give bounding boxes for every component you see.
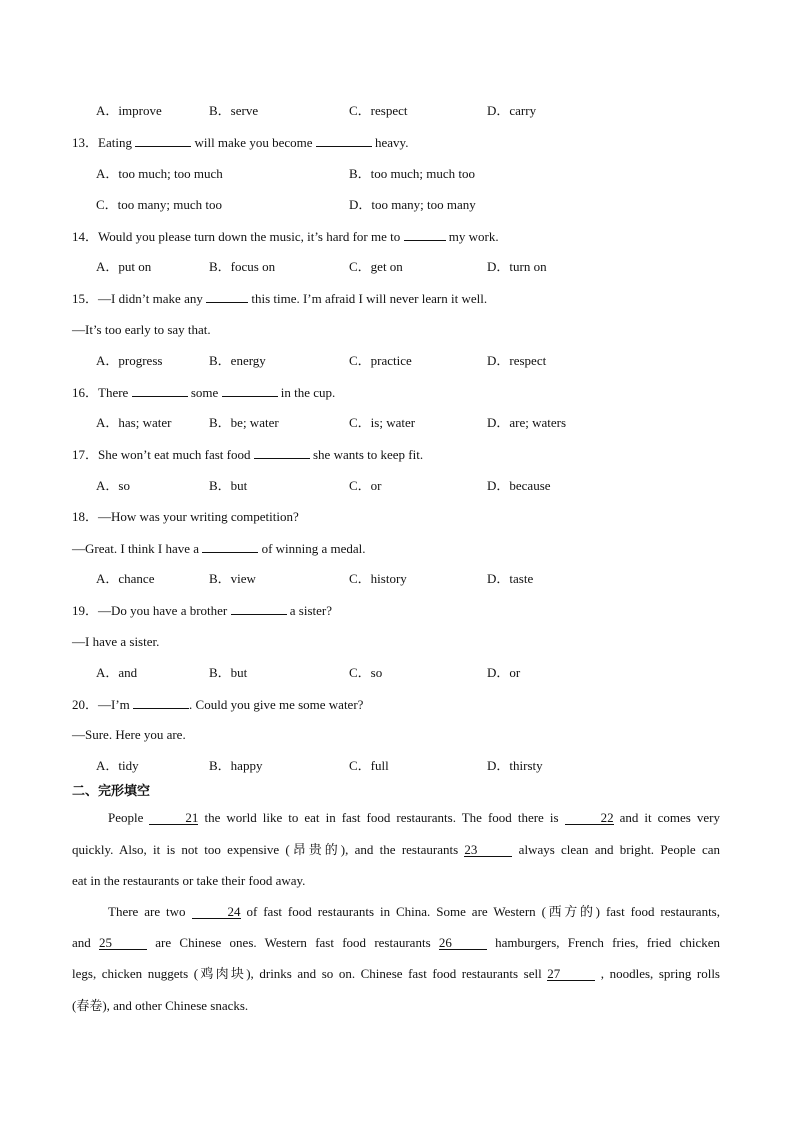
q17-text-1: She won’t eat much fast food bbox=[98, 447, 254, 462]
q17-blank-1[interactable] bbox=[254, 446, 310, 459]
q14-text-2: my work. bbox=[445, 229, 499, 244]
para1-text-2: the world like to eat in fast food restaurants. The food there is bbox=[198, 810, 565, 825]
q14-text-1: Would you please turn down the music, it’s hard for me to bbox=[98, 229, 404, 244]
q14-number: 14． bbox=[72, 229, 99, 244]
cloze-para1-line1 bbox=[72, 810, 720, 826]
para2-text-6: legs, chicken nuggets (鸡肉块), drinks and so on. Chinese fast food restaurants sell bbox=[72, 966, 548, 981]
q15-option-b[interactable]: B．energy bbox=[209, 353, 266, 368]
cloze-para2-line2 bbox=[72, 935, 720, 951]
q15-blank-1[interactable] bbox=[206, 290, 248, 303]
q13-option-d[interactable]: D．too many; too many bbox=[349, 197, 476, 212]
q12-option-d[interactable]: D．carry bbox=[487, 103, 537, 118]
para2-text-5: hamburgers, French fries, fried chicken bbox=[486, 935, 720, 950]
q17-text-2: she wants to keep fit. bbox=[309, 447, 424, 462]
cloze-blank-21[interactable]: 21 bbox=[149, 811, 198, 825]
para2-text-4: are Chinese ones. Western fast food restaurants bbox=[147, 935, 439, 950]
q19-option-a[interactable]: A．and bbox=[96, 665, 138, 680]
para2-text-3: and bbox=[72, 935, 100, 950]
cloze-para1-line2 bbox=[72, 842, 720, 858]
q19-option-c[interactable]: C．so bbox=[349, 665, 383, 680]
q16-text-3: in the cup. bbox=[277, 385, 336, 400]
q19-option-d[interactable]: D．or bbox=[487, 665, 521, 680]
q12-option-a[interactable]: A．improve bbox=[96, 103, 162, 118]
q16-stem bbox=[72, 384, 335, 401]
q14-option-a[interactable]: A．put on bbox=[96, 259, 152, 274]
q15-option-c[interactable]: C．practice bbox=[349, 353, 412, 368]
q20-option-d[interactable]: D．thirsty bbox=[487, 758, 543, 773]
q20-option-a[interactable]: A．tidy bbox=[96, 758, 139, 773]
q14-blank-1[interactable] bbox=[404, 228, 446, 241]
q13-text-2: will make you become bbox=[191, 135, 316, 150]
q15-option-d[interactable]: D．respect bbox=[487, 353, 547, 368]
q18-option-a[interactable]: A．chance bbox=[96, 571, 155, 586]
q13-blank-1[interactable] bbox=[135, 134, 191, 147]
q18-blank-1[interactable] bbox=[202, 540, 258, 553]
q12-option-b[interactable]: B．serve bbox=[209, 103, 259, 118]
q13-option-c[interactable]: C．too many; much too bbox=[96, 197, 223, 212]
q19-stem bbox=[72, 602, 332, 619]
q16-number: 16． bbox=[72, 385, 99, 400]
q16-blank-1[interactable] bbox=[132, 384, 188, 397]
q16-option-a[interactable]: A．has; water bbox=[96, 415, 172, 430]
q15-number: 15． bbox=[72, 291, 99, 306]
q20-blank-1[interactable] bbox=[133, 696, 189, 709]
q17-number: 17． bbox=[72, 447, 99, 462]
section-heading-cloze: 二、完形填空 bbox=[72, 783, 151, 798]
q20-option-b[interactable]: B．happy bbox=[209, 758, 263, 773]
q14-option-d[interactable]: D．turn on bbox=[487, 259, 547, 274]
q18-reply bbox=[72, 540, 366, 557]
q15-option-a[interactable]: A．progress bbox=[96, 353, 163, 368]
cloze-blank-25[interactable]: 25 bbox=[99, 936, 147, 950]
cloze-blank-27[interactable]: 27 bbox=[547, 967, 595, 981]
para1-text-1: People bbox=[108, 810, 150, 825]
q16-blank-2[interactable] bbox=[222, 384, 278, 397]
q13-blank-2[interactable] bbox=[316, 134, 372, 147]
q13-text-1: Eating bbox=[98, 135, 136, 150]
q17-option-c[interactable]: C．or bbox=[349, 478, 382, 493]
cloze-blank-22[interactable]: 22 bbox=[565, 811, 614, 825]
q19-blank-1[interactable] bbox=[231, 602, 287, 615]
q18-option-c[interactable]: C．history bbox=[349, 571, 407, 586]
q19-reply: —I have a sister. bbox=[72, 634, 160, 649]
q14-option-b[interactable]: B．focus on bbox=[209, 259, 276, 274]
cloze-para1-line3: eat in the restaurants or take their food away. bbox=[72, 873, 306, 888]
q18-reply-text-2: of winning a medal. bbox=[258, 541, 366, 556]
cloze-para2-line1 bbox=[72, 904, 720, 920]
q17-option-b[interactable]: B．but bbox=[209, 478, 248, 493]
q17-option-a[interactable]: A．so bbox=[96, 478, 130, 493]
q13-option-a[interactable]: A．too much; too much bbox=[96, 166, 223, 181]
cloze-blank-26[interactable]: 26 bbox=[439, 936, 487, 950]
q16-option-c[interactable]: C．is; water bbox=[349, 415, 416, 430]
cloze-blank-23[interactable]: 23 bbox=[464, 843, 512, 857]
q15-text-1: —I didn’t make any bbox=[98, 291, 207, 306]
q16-text-1: There bbox=[98, 385, 132, 400]
q13-text-3: heavy. bbox=[371, 135, 409, 150]
q18-option-b[interactable]: B．view bbox=[209, 571, 256, 586]
para2-text-1: There are two bbox=[108, 904, 192, 919]
para1-text-3: and it comes very bbox=[613, 810, 720, 825]
q17-option-d[interactable]: D．because bbox=[487, 478, 551, 493]
q20-stem bbox=[72, 696, 363, 713]
para2-text-7: , noodles, spring rolls bbox=[595, 966, 720, 981]
q15-text-2: this time. I’m afraid I will never learn it well. bbox=[248, 291, 488, 306]
q19-number: 19． bbox=[72, 603, 99, 618]
q16-option-b[interactable]: B．be; water bbox=[209, 415, 279, 430]
para2-text-2: of fast food restaurants in China. Some are Western (西方的) fast food restaurants, bbox=[240, 904, 720, 919]
q14-option-c[interactable]: C．get on bbox=[349, 259, 403, 274]
q20-reply: —Sure. Here you are. bbox=[72, 727, 186, 742]
q18-text-1: —How was your writing competition? bbox=[98, 509, 299, 524]
q17-stem bbox=[72, 446, 423, 463]
q20-text-1: —I’m bbox=[98, 697, 134, 712]
q18-stem bbox=[72, 509, 299, 525]
q15-stem bbox=[72, 290, 487, 307]
q20-option-c[interactable]: C．full bbox=[349, 758, 389, 773]
cloze-blank-24[interactable]: 24 bbox=[192, 905, 241, 919]
q13-stem bbox=[72, 134, 408, 151]
q18-option-d[interactable]: D．taste bbox=[487, 571, 534, 586]
q16-text-2: some bbox=[187, 385, 222, 400]
q19-option-b[interactable]: B．but bbox=[209, 665, 248, 680]
q15-reply: —It’s too early to say that. bbox=[72, 322, 211, 337]
q13-option-b[interactable]: B．too much; much too bbox=[349, 166, 476, 181]
q14-stem bbox=[72, 228, 499, 245]
para1-text-4: quickly. Also, it is not too expensive (昂贵的), and the restaurants bbox=[72, 842, 465, 857]
q20-number: 20． bbox=[72, 697, 99, 712]
q20-text-2: . Could you give me some water? bbox=[189, 697, 364, 712]
cloze-para2-line3 bbox=[72, 966, 720, 982]
q12-option-c[interactable]: C．respect bbox=[349, 103, 408, 118]
para1-text-5: always clean and bright. People can bbox=[512, 842, 720, 857]
q13-number: 13． bbox=[72, 135, 99, 150]
q19-text-2: a sister? bbox=[286, 603, 332, 618]
q18-reply-text-1: —Great. I think I have a bbox=[72, 541, 203, 556]
q18-number: 18． bbox=[72, 509, 99, 524]
q16-option-d[interactable]: D．are; waters bbox=[487, 415, 567, 430]
cloze-para2-line4: (春卷), and other Chinese snacks. bbox=[72, 998, 249, 1013]
q19-text-1: —Do you have a brother bbox=[98, 603, 231, 618]
